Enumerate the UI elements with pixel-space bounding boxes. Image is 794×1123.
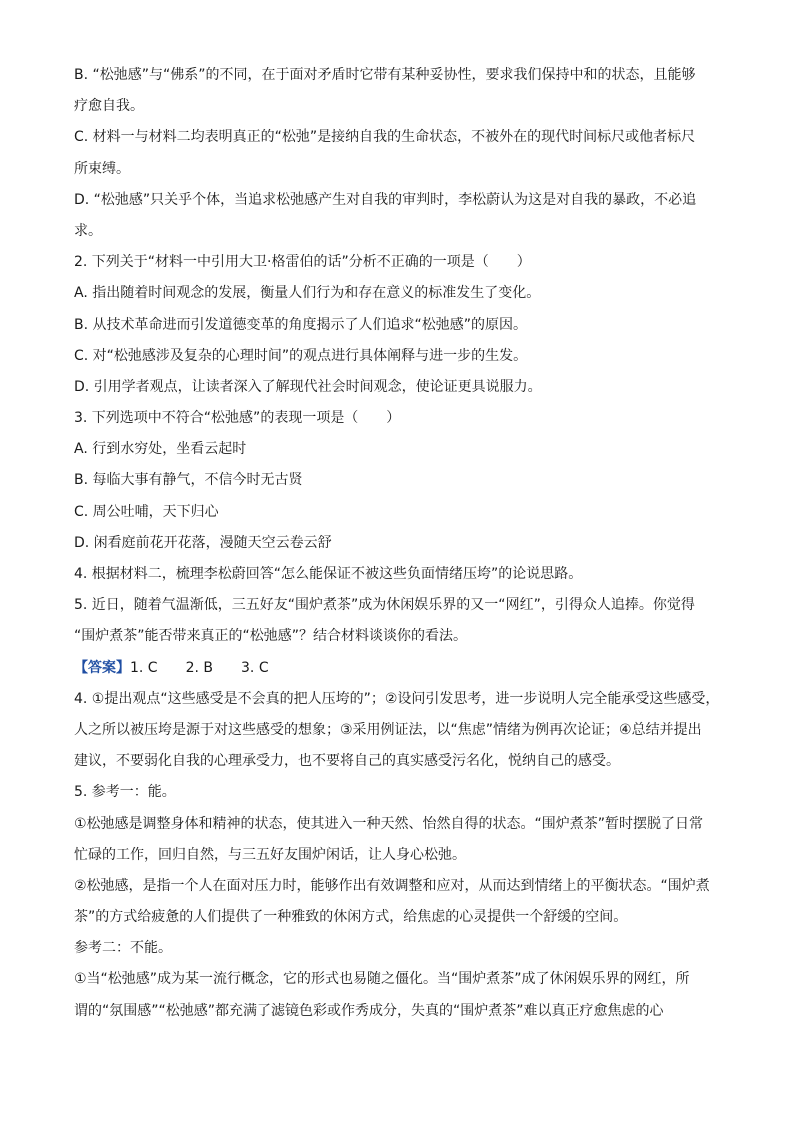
option-d-line-2: 求。	[74, 222, 102, 239]
answer-5-ref1-point1-line2: 忙碌的工作，回归自然，与三五好友围炉闲话，让人身心松弛。	[74, 846, 466, 863]
answer-5-ref1-point2-line1: ②松弛感，是指一个人在面对压力时，能够作出有效调整和应对，从而达到情绪上的平衡状态。“围炉煮	[74, 877, 710, 894]
option-d-line-1: D. “松弛感”只关乎个体，当追求松弛感产生对自我的审判时，李松蔚认为这是对自我的暴政，不必追	[74, 191, 697, 208]
answer-5-ref2-heading: 参考二：不能。	[74, 940, 172, 957]
question-4: 4. 根据材料二，梳理李松蔚回答“怎么能保证不被这些负面情绪压垮”的论说思路。	[74, 566, 583, 582]
answer-row	[74, 653, 724, 684]
answer-4-line-2: 人之所以被压垮是源于对这些感受的想象；③采用例证法，以“焦虑”情绪为例再次论证；④总结并提出	[74, 721, 702, 738]
option-b-line-1: B. “松弛感”与“佛系”的不同，在于面对矛盾时它带有某种妥协性，要求我们保持中和的状态，且能够	[74, 67, 696, 83]
q2-option-b: B. 从技术革命进而引发道德变革的角度揭示了人们追求“松弛感”的原因。	[74, 316, 528, 333]
answer-label: 【答案】	[74, 659, 130, 676]
answer-5-ref2-point1-line2: 谓的“氛围感”“松弛感”都充满了滤镜色彩或作秀成分，失真的“围炉煮茶”难以真正疗愈焦虑的心	[74, 1002, 664, 1019]
answer-item-2: 2. B	[185, 659, 214, 676]
q3-option-a: A. 行到水穷处，坐看云起时	[74, 441, 247, 458]
answer-5-ref1-heading: 5. 参考一：能。	[74, 784, 176, 801]
option-b-line-2: 疗愈自我。	[74, 98, 144, 115]
q3-option-d: D. 闲看庭前花开花落，漫随天空云卷云舒	[74, 534, 332, 551]
answer-4-line-3: 建议，不要弱化自我的心理承受力，也不要将自己的真实感受污名化，悦纳自己的感受。	[74, 753, 620, 770]
answer-4-line-1: 4. ①提出观点“这些感受是不会真的把人压垮的”；②设问引发思考，进一步说明人完全能承受这些感受，	[74, 690, 720, 707]
option-c-line-1: C. 材料一与材料二均表明真正的“松弛”是接纳自我的生命状态，不被外在的现代时间标尺或他者标尺	[74, 129, 696, 146]
q2-option-a: A. 指出随着时间观念的发展，衡量人们行为和存在意义的标准发生了变化。	[74, 285, 541, 302]
question-5-line-1: 5. 近日，随着气温渐低，三五好友“围炉煮茶”成为休闲娱乐界的又一“网红”，引得众人追捧。你觉得	[74, 597, 695, 614]
q3-option-c: C. 周公吐哺，天下归心	[74, 503, 219, 520]
q2-option-d: D. 引用学者观点，让读者深入了解现代社会时间观念，使论证更具说服力。	[74, 378, 542, 395]
question-3: 3. 下列选项中不符合“松弛感”的表现一项是（ ）	[74, 410, 401, 427]
answer-5-ref1-point2-line2: 茶”的方式给疲惫的人们提供了一种雅致的休闲方式，给焦虑的心灵提供一个舒缓的空间。	[74, 909, 628, 926]
q2-option-c: C. 对“松弛感涉及复杂的心理时间”的观点进行具体阐释与进一步的生发。	[74, 347, 528, 364]
option-c-line-2: 所束缚。	[74, 160, 130, 177]
q3-option-b: B. 每临大事有静气，不信今时无古贤	[74, 472, 303, 489]
question-2: 2. 下列关于“材料一中引用大卫·格雷伯的话”分析不正确的一项是（ ）	[74, 254, 531, 271]
answer-item-1: 1. C	[130, 659, 158, 676]
question-5-line-2: “围炉煮茶”能否带来真正的“松弛感”？结合材料谈谈你的看法。	[74, 628, 468, 645]
document-page	[74, 60, 724, 1027]
answer-item-3: 3. C	[241, 659, 269, 676]
answer-5-ref1-point1-line1: ①松弛感是调整身体和精神的状态，使其进入一种天然、怡然自得的状态。“围炉煮茶”暂时摆脱了日常	[74, 815, 704, 832]
answer-5-ref2-point1-line1: ①当“松弛感”成为某一流行概念，它的形式也易随之僵化。当“围炉煮茶”成了休闲娱乐界的网红，所	[74, 971, 690, 988]
